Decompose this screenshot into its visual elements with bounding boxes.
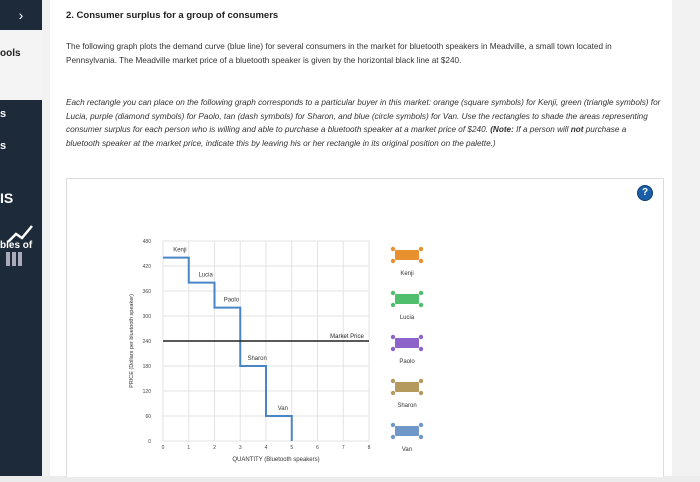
y-tick-label: 60	[145, 414, 151, 420]
y-tick-label: 480	[142, 239, 151, 245]
graph-container	[66, 178, 664, 477]
note-rest: purchase a bluetooth speaker at the market price, indicate this by leaving his or her rectangle in its original position on the palette.)	[66, 125, 627, 148]
palette-handle	[419, 435, 423, 439]
left-sidebar	[0, 0, 42, 476]
step-label-van: Van	[277, 406, 288, 412]
y-tick-label: 120	[142, 389, 151, 395]
sidebar-label-is[interactable]: IS	[0, 190, 14, 206]
palette-handle	[419, 259, 423, 263]
chevron-right-icon[interactable]: ›	[0, 0, 42, 30]
note-label: (Note:	[490, 125, 514, 134]
palette-handle	[391, 247, 395, 251]
x-tick-label: 8	[367, 445, 371, 451]
palette-label-lucia: Lucia	[399, 315, 415, 321]
palette-rect-van	[395, 426, 419, 436]
x-tick-label: 2	[213, 445, 216, 451]
sidebar-label-tools[interactable]: ools	[0, 48, 21, 59]
palette-handle	[419, 335, 423, 339]
palette-rect-sharon	[395, 382, 419, 392]
x-tick-label: 7	[341, 445, 345, 451]
palette-handle	[419, 247, 423, 251]
palette-handle	[391, 391, 395, 395]
step-label-kenji: Kenji	[173, 247, 187, 254]
sidebar-label-s2[interactable]: s	[0, 140, 7, 152]
x-tick-label: 6	[316, 445, 319, 451]
question-card	[50, 0, 672, 476]
palette-handle	[419, 391, 423, 395]
x-tick-label: 4	[264, 445, 268, 451]
palette-label-van: Van	[401, 447, 413, 453]
y-tick-label: 420	[142, 264, 151, 270]
palette-handle	[419, 379, 423, 383]
palette-handle	[391, 259, 395, 263]
palette-label-kenji: Kenji	[400, 271, 414, 277]
y-axis-label: PRICE (Dollars per bluetooth speaker)	[129, 294, 135, 388]
demand-chart[interactable]	[67, 179, 663, 477]
help-icon[interactable]: ?	[637, 185, 653, 201]
palette-handle	[419, 303, 423, 307]
y-tick-label: 0	[148, 439, 151, 445]
sidebar-label-s1[interactable]: s	[0, 108, 7, 120]
palette-handle	[391, 291, 395, 295]
palette-label-paolo: Paolo	[399, 359, 415, 365]
x-tick-label: 0	[161, 445, 165, 451]
palette-handle	[391, 335, 395, 339]
y-tick-label: 300	[142, 314, 151, 320]
main-content	[42, 0, 700, 476]
x-tick-label: 5	[290, 445, 294, 451]
palette-label-sharon: Sharon	[397, 403, 417, 409]
y-tick-label: 240	[142, 339, 151, 345]
note-text: If a person will	[513, 125, 571, 134]
palette-item-paolo[interactable]	[391, 335, 423, 365]
question-title: 2. Consumer surplus for a group of consumers	[66, 10, 279, 21]
intro-paragraph: The following graph plots the demand curve (blue line) for several consumers in the market for bluetooth speakers in Meadville, a small town located in Pennsylvania. The Meadville market price of a bluetooth speaker is given by the horizontal black line at $240.	[66, 42, 612, 65]
market-price-label: Market Price	[330, 334, 364, 340]
step-label-sharon: Sharon	[247, 356, 267, 362]
palette-handle	[391, 423, 395, 427]
x-axis-label: QUANTITY (Bluetooth speakers)	[232, 457, 320, 463]
x-tick-label: 1	[187, 445, 191, 451]
y-tick-label: 360	[142, 289, 151, 295]
palette-item-kenji[interactable]	[391, 247, 423, 277]
note-not: not	[570, 125, 584, 134]
palette-handle	[419, 347, 423, 351]
instructions-text: Each rectangle you can place on the following graph corresponds to a particular buyer in this market: orange (square symbols) for Kenji, green (triangle symbols) for Lucia, purple (diamond symbols) for Paolo, tan (dash symbols) for Sharon, and blue (circle symbols) for Van. Use the rectangles to shade the areas representing consumer surplus for each person who is willing and able to purchase a bluetooth speaker at a market price of $240.	[66, 98, 661, 134]
palette-handle	[419, 291, 423, 295]
instructions-paragraph	[66, 96, 662, 150]
step-label-lucia: Lucia	[198, 272, 213, 279]
palette-handle	[391, 303, 395, 307]
palette-rect-kenji	[395, 250, 419, 260]
palette-rect-lucia	[395, 294, 419, 304]
y-tick-label: 180	[142, 364, 151, 370]
sidebar-label-tables[interactable]: bles of	[0, 240, 33, 251]
palette-rect-paolo	[395, 338, 419, 348]
step-label-paolo: Paolo	[223, 297, 240, 304]
palette-handle	[419, 423, 423, 427]
palette-item-sharon[interactable]	[391, 379, 423, 409]
x-tick-label: 3	[238, 445, 242, 451]
palette-handle	[391, 347, 395, 351]
palette-item-van[interactable]	[391, 423, 423, 453]
palette-handle	[391, 435, 395, 439]
palette-handle	[391, 379, 395, 383]
palette-item-lucia[interactable]	[391, 291, 423, 321]
